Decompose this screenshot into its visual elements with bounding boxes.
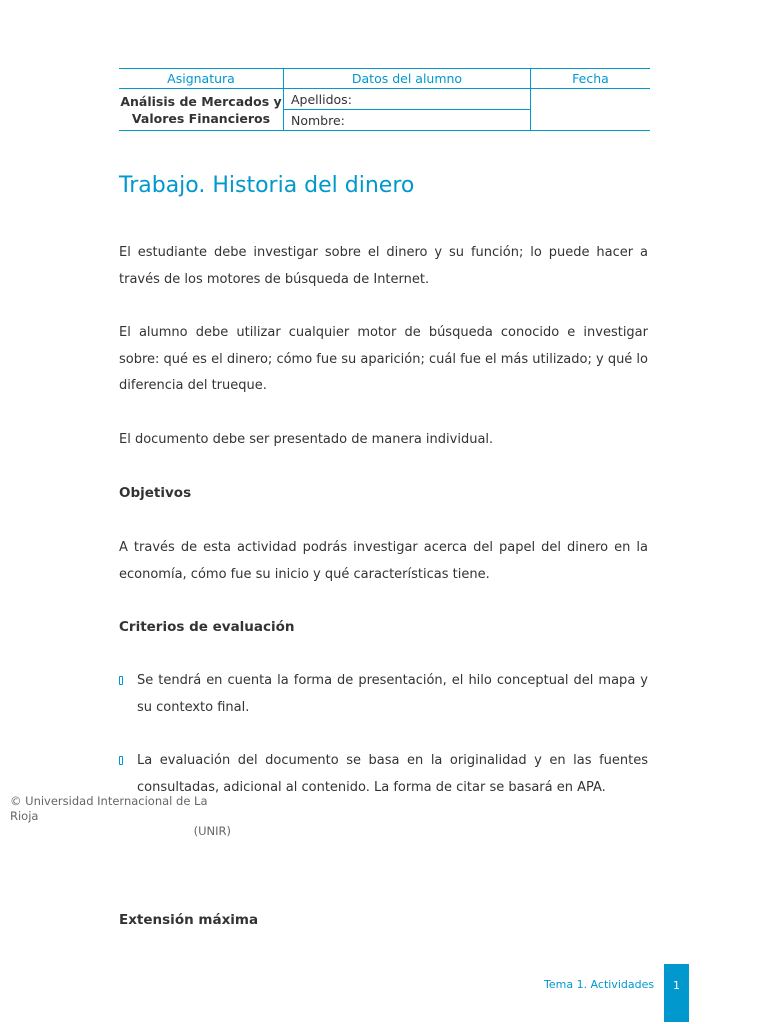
document-title: Trabajo. Historia del dinero xyxy=(119,173,415,198)
header-date: Fecha xyxy=(531,69,651,89)
individual-paragraph: El documento debe ser presentado de manera individual. xyxy=(119,432,494,447)
instructions-paragraph: El alumno debe utilizar cualquier motor de búsqueda conocido e investigar sobre: qué es el dinero; cómo fue su aparición; cuál fue el más utilizado; y qué lo diferencia del trueque. xyxy=(119,325,649,393)
header-table xyxy=(119,68,650,131)
criteria-item-text: Se tendrá en cuenta la forma de presentación, el hilo conceptual del mapa y su contexto final. xyxy=(137,673,648,715)
page-number: 1 xyxy=(664,964,689,1022)
extension-heading: Extensión máxima xyxy=(119,912,259,928)
subject-line-2: Valores Financieros xyxy=(131,110,271,126)
date-field[interactable] xyxy=(531,89,651,131)
copyright-line-1: © Universidad Internacional de La Rioja xyxy=(10,794,208,823)
objectives-heading: Objetivos xyxy=(119,485,192,501)
bullet-icon xyxy=(119,756,123,765)
header-subject: Asignatura xyxy=(119,69,284,89)
criteria-heading: Criterios de evaluación xyxy=(119,619,295,635)
objectives-paragraph: A través de esta actividad podrás investigar acerca del papel del dinero en la economía, cómo fue su inicio y qué características tiene. xyxy=(119,540,648,582)
subject-name xyxy=(119,89,284,131)
name-field[interactable]: Nombre: xyxy=(284,110,531,131)
criteria-item-text: La evaluación del documento se basa en la originalidad y en las fuentes consultadas, adicional al contenido. La forma de citar se basará en APA. xyxy=(137,753,648,795)
intro-paragraph: El estudiante debe investigar sobre el dinero y su función; lo puede hacer a través de los motores de búsqueda de Internet. xyxy=(119,245,648,287)
bullet-icon xyxy=(119,676,123,685)
surname-field[interactable]: Apellidos: xyxy=(284,89,531,110)
copyright-notice xyxy=(10,794,231,839)
criteria-item xyxy=(119,668,648,721)
data-row-1 xyxy=(119,89,650,110)
footer-topic-label: Tema 1. Actividades xyxy=(544,978,655,991)
header-student-data: Datos del alumno xyxy=(284,69,531,89)
subject-line-1: Análisis de Mercados y xyxy=(120,93,282,109)
header-row xyxy=(119,69,650,89)
copyright-line-2: (UNIR) xyxy=(193,824,231,838)
